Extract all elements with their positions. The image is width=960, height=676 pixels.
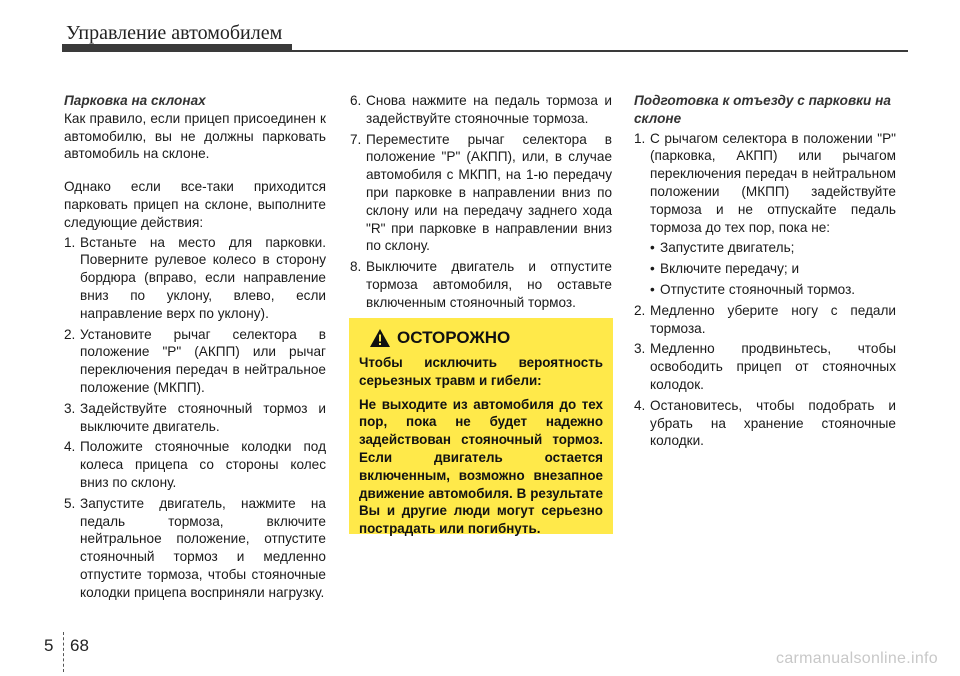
paragraph: Как правило, если прицеп присоединен к автомобилю, вы не должны парковать автомобиль на склоне. <box>64 110 326 162</box>
footer-divider <box>63 632 64 672</box>
page-number: 68 <box>70 636 89 655</box>
header-bar-thin <box>62 50 908 52</box>
page-header-title: Управление автомобилем <box>66 22 283 44</box>
bullet-item: • Запустите двигатель; <box>650 240 795 256</box>
warning-title: ОСТОРОЖНО <box>397 328 511 347</box>
step-list <box>64 234 326 602</box>
watermark: carmanualsonline.info <box>776 650 938 667</box>
warning-title-row <box>369 328 603 348</box>
list-item: 2. Медленно уберите ногу с педали тормоза. <box>634 302 896 336</box>
list-item: 4. Остановитесь, чтобы подобрать и убрать на хранение стояночные колодки. <box>634 397 896 449</box>
paragraph: Однако если все-таки приходится парковать прицеп на склоне, выполните следующие действия: <box>64 179 326 230</box>
list-item: 1. Встаньте на место для парковки. Поверните рулевое колесо в сторону бордюра (вправо, если направление вниз по уклону, влево, если направление верх по уклону). <box>64 234 326 321</box>
section-heading-leaving-slope: Подготовка к отъезду с парковки на склоне <box>634 93 891 126</box>
list-item: 7. Переместите рычаг селектора в положение "P" (АКПП), или, в случае автомобиля с МКПП, на 1-ю передачу при парковке в направлении вниз по склону или на передачу заднего хода "R" при парковке в направлении вниз по склону. <box>350 131 612 254</box>
list-item: 1. С рычагом селектора в положении "P" (парковка, АКПП) или рычагом переключения передач в нейтральном положении (МКПП) задействуйте тормоза и не отпускайте педаль тормоза до тех пор, пока не: <box>634 130 896 235</box>
list-item: 2. Установите рычаг селектора в положение "P" (АКПП) или рычаг переключения передач в нейтральное положение (МКПП). <box>64 326 326 395</box>
list-item: 6. Снова нажмите на педаль тормоза и задействуйте стояночные тормоза. <box>350 93 612 126</box>
column-3 <box>634 92 896 453</box>
list-item: 3. Медленно продвиньтесь, чтобы освободить прицеп от стояночных колодок. <box>634 341 896 392</box>
bullet-item: • Включите передачу; и <box>650 261 800 277</box>
list-item: 5. Запустите двигатель, нажмите на педаль тормоза, включите нейтральное положение, отпустите стояночный тормоз и медленно отпустите тормоза, чтобы стояночные колодки прицепа восприняли нагрузку. <box>64 495 326 600</box>
warning-box <box>349 318 613 537</box>
bullet-list <box>650 239 896 298</box>
column-1 <box>64 92 326 605</box>
list-item: 3. Задействуйте стояночный тормоз и выключите двигатель. <box>64 400 326 434</box>
warning-triangle-icon <box>369 328 391 348</box>
step-list <box>634 130 896 237</box>
column-2 <box>350 92 612 315</box>
step-list <box>634 302 896 450</box>
step-list <box>350 92 612 312</box>
warning-intro: Чтобы исключить вероятность серьезных травм и гибели: <box>359 355 603 388</box>
list-item: 4. Положите стояночные колодки под колеса прицепа со стороны колес вниз по склону. <box>64 439 326 490</box>
section-heading-parking-slope: Парковка на склонах <box>64 93 206 108</box>
list-item: 8. Выключите двигатель и отпустите тормоза автомобиля, но оставьте включенным стояночный тормоз. <box>350 259 612 310</box>
bullet-item: • Отпустите стояночный тормоз. <box>650 281 856 297</box>
chapter-number: 5 <box>44 636 54 655</box>
warning-body: Не выходите из автомобиля до тех пор, пока не будет надежно задействован стояночный тормоз. Если двигатель остается включенным, возможно внезапное движение автомобиля. В результате Вы и другие люди могут серьезно пострадать или погибнуть. <box>359 396 603 537</box>
